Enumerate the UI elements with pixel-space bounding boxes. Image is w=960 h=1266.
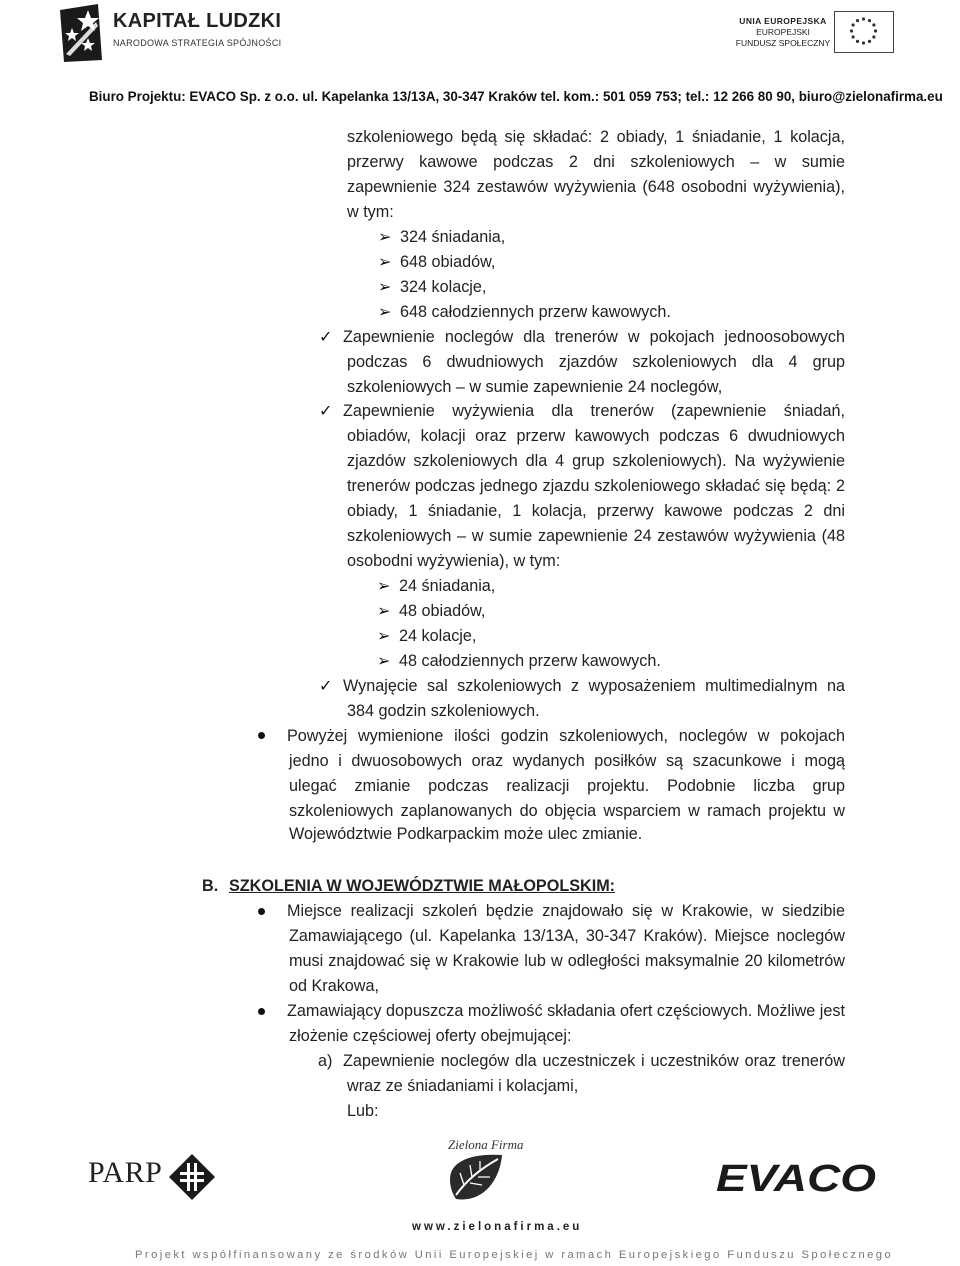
paragraph-line: Zapewnienie noclegów dla uczestniczek i uczestników oraz trenerów: [343, 1052, 845, 1070]
bullet-icon: [258, 908, 265, 915]
kapital-ludzki-subtitle: NARODOWA STRATEGIA SPÓJNOŚCI: [113, 38, 282, 48]
paragraph-line: zapewnienie 324 zestawów wyżywienia (648 osobodni wyżywienia),: [347, 178, 845, 196]
parp-logo: [88, 1153, 218, 1203]
list-item: 48 całodziennych przerw kawowych.: [399, 652, 661, 670]
arrow-bullet-icon: ➢: [378, 279, 392, 296]
paragraph-line: 384 godzin szkoleniowych.: [347, 702, 540, 720]
paragraph-line: Zamawiający dopuszcza możliwość składania ofert częściowych. Możliwe jest: [287, 1002, 845, 1020]
website-label: www.zielonafirma.eu: [412, 1221, 583, 1233]
bullet-icon: [258, 732, 265, 739]
paragraph-line: od Krakowa,: [289, 977, 379, 995]
paragraph-line: zjazdów szkoleniowych dla 4 grup szkoleniowych). Na wyżywienie: [347, 452, 845, 470]
list-item: 648 całodziennych przerw kawowych.: [400, 303, 671, 321]
paragraph-line: Wynajęcie sal szkoleniowych z wyposażeniem multimedialnym na: [343, 677, 845, 695]
bullet-icon: [258, 1008, 265, 1015]
paragraph-line: Powyżej wymienione ilości godzin szkoleniowych, noclegów w pokojach: [287, 727, 845, 745]
list-item: 24 kolacje,: [399, 627, 477, 645]
paragraph-line: Zapewnienie wyżywienia dla trenerów (zapewnienie śniadań,: [343, 402, 845, 420]
paragraph-line: szkoleniowych – w sumie zapewnienie 24 noclegów,: [347, 378, 723, 396]
paragraph-line: musi znajdować się w Krakowie lub w odległości maksymalnie 20 kilometrów: [289, 952, 845, 970]
list-item: 324 kolacje,: [400, 278, 487, 296]
checkmark-icon: ✓: [319, 678, 333, 695]
paragraph-line: wraz ze śniadaniami i kolacjami,: [347, 1077, 579, 1095]
section-b-title: SZKOLENIA W WOJEWÓDZTWIE MAŁOPOLSKIM:: [229, 877, 616, 895]
parp-emblem-icon: [168, 1153, 216, 1201]
project-office-line: Biuro Projektu: EVACO Sp. z o.o. ul. Kapelanka 13/13A, 30-347 Kraków tel. kom.: 501 059 753; tel.: 12 266 80 90, biuro@zielonafirma.eu: [89, 89, 943, 104]
list-item: 324 śniadania,: [400, 228, 506, 246]
lub-label: Lub:: [347, 1102, 379, 1120]
checkmark-icon: ✓: [319, 329, 333, 346]
item-a-marker: a): [318, 1052, 333, 1070]
zielona-firma-logo: [440, 1133, 530, 1213]
zielona-firma-logo-text: Zielona Firma: [448, 1137, 524, 1152]
arrow-bullet-icon: ➢: [378, 229, 392, 246]
section-b-letter: B.: [202, 877, 219, 895]
paragraph-line: szkoleniowych – w sumie zapewnienie 24 zestawów wyżywienia (48: [347, 527, 845, 545]
paragraph-line: przerwy kawowe podczas 2 dni szkoleniowych – w sumie: [347, 153, 845, 171]
paragraph-line: Zamawiającego (ul. Kapelanka 13/13A, 30-347 Kraków). Miejsce noclegów: [289, 927, 845, 945]
checkmark-icon: ✓: [319, 403, 333, 420]
cofinanced-note: Projekt współfinansowany ze środków Unii Europejskiej w ramach Europejskiego Funduszu Społecznego: [135, 1249, 894, 1261]
paragraph-line: jedno i dwuosobowych oraz wydanych posiłków są szacunkowe i mogą: [289, 752, 845, 770]
arrow-bullet-icon: ➢: [377, 653, 391, 670]
list-item: 48 obiadów,: [399, 602, 486, 620]
eu-flag-icon: [834, 11, 894, 53]
paragraph-line: obiadów, kolacji oraz przerw kawowych podczas 6 dwudniowych: [347, 427, 845, 445]
evaco-logo: [714, 1156, 880, 1198]
paragraph-line: Zapewnienie noclegów dla trenerów w pokojach jednoosobowych: [343, 328, 845, 346]
arrow-bullet-icon: ➢: [378, 304, 392, 321]
zielona-firma-leaf-icon: [440, 1133, 530, 1213]
eu-line-3: FUNDUSZ SPOŁECZNY: [735, 38, 831, 48]
paragraph-line: w tym:: [347, 203, 394, 221]
paragraph-line: szkoleniowego będą się składać: 2 obiady, 1 śniadanie, 1 kolacja,: [347, 128, 845, 146]
paragraph-line: szkoleniowych zaplanowanych do objęcia wsparciem w ramach projektu w: [289, 802, 845, 820]
paragraph-line: podczas 6 dwudniowych zjazdów szkoleniowych dla 4 grup: [347, 353, 845, 371]
arrow-bullet-icon: ➢: [377, 578, 391, 595]
list-item: 648 obiadów,: [400, 253, 496, 271]
arrow-bullet-icon: ➢: [377, 603, 391, 620]
eu-fund-label: [735, 16, 831, 49]
paragraph-line: złożenie częściowej oferty obejmującej:: [289, 1027, 572, 1045]
paragraph-line: obiady, 1 śniadanie, 1 kolacja, przerwy kawowe podczas 2 dni: [347, 502, 845, 520]
kapital-ludzki-emblem: [58, 2, 104, 64]
paragraph-line: Województwie Podkarpackim może ulec zmianie.: [289, 825, 643, 843]
eu-line-1: UNIA EUROPEJSKA: [739, 16, 827, 26]
eu-line-2: EUROPEJSKI: [756, 27, 810, 37]
list-item: 24 śniadania,: [399, 577, 496, 595]
arrow-bullet-icon: ➢: [378, 254, 392, 271]
paragraph-line: trenerów podczas jednego zjazdu szkoleniowego składać się będą: 2: [347, 477, 845, 495]
paragraph-line: ulegać zmianie podczas realizacji projektu. Podobnie liczba grup: [289, 777, 845, 795]
paragraph-line: Miejsce realizacji szkoleń będzie znajdowało się w Krakowie, w siedzibie: [287, 902, 845, 920]
arrow-bullet-icon: ➢: [377, 628, 391, 645]
paragraph-line: osobodni wyżywienia), w tym:: [347, 552, 561, 570]
evaco-logo-text: EVACO: [716, 1158, 876, 1198]
kapital-ludzki-title: KAPITAŁ LUDZKI: [113, 10, 282, 32]
parp-logo-text: PARP: [88, 1156, 163, 1189]
